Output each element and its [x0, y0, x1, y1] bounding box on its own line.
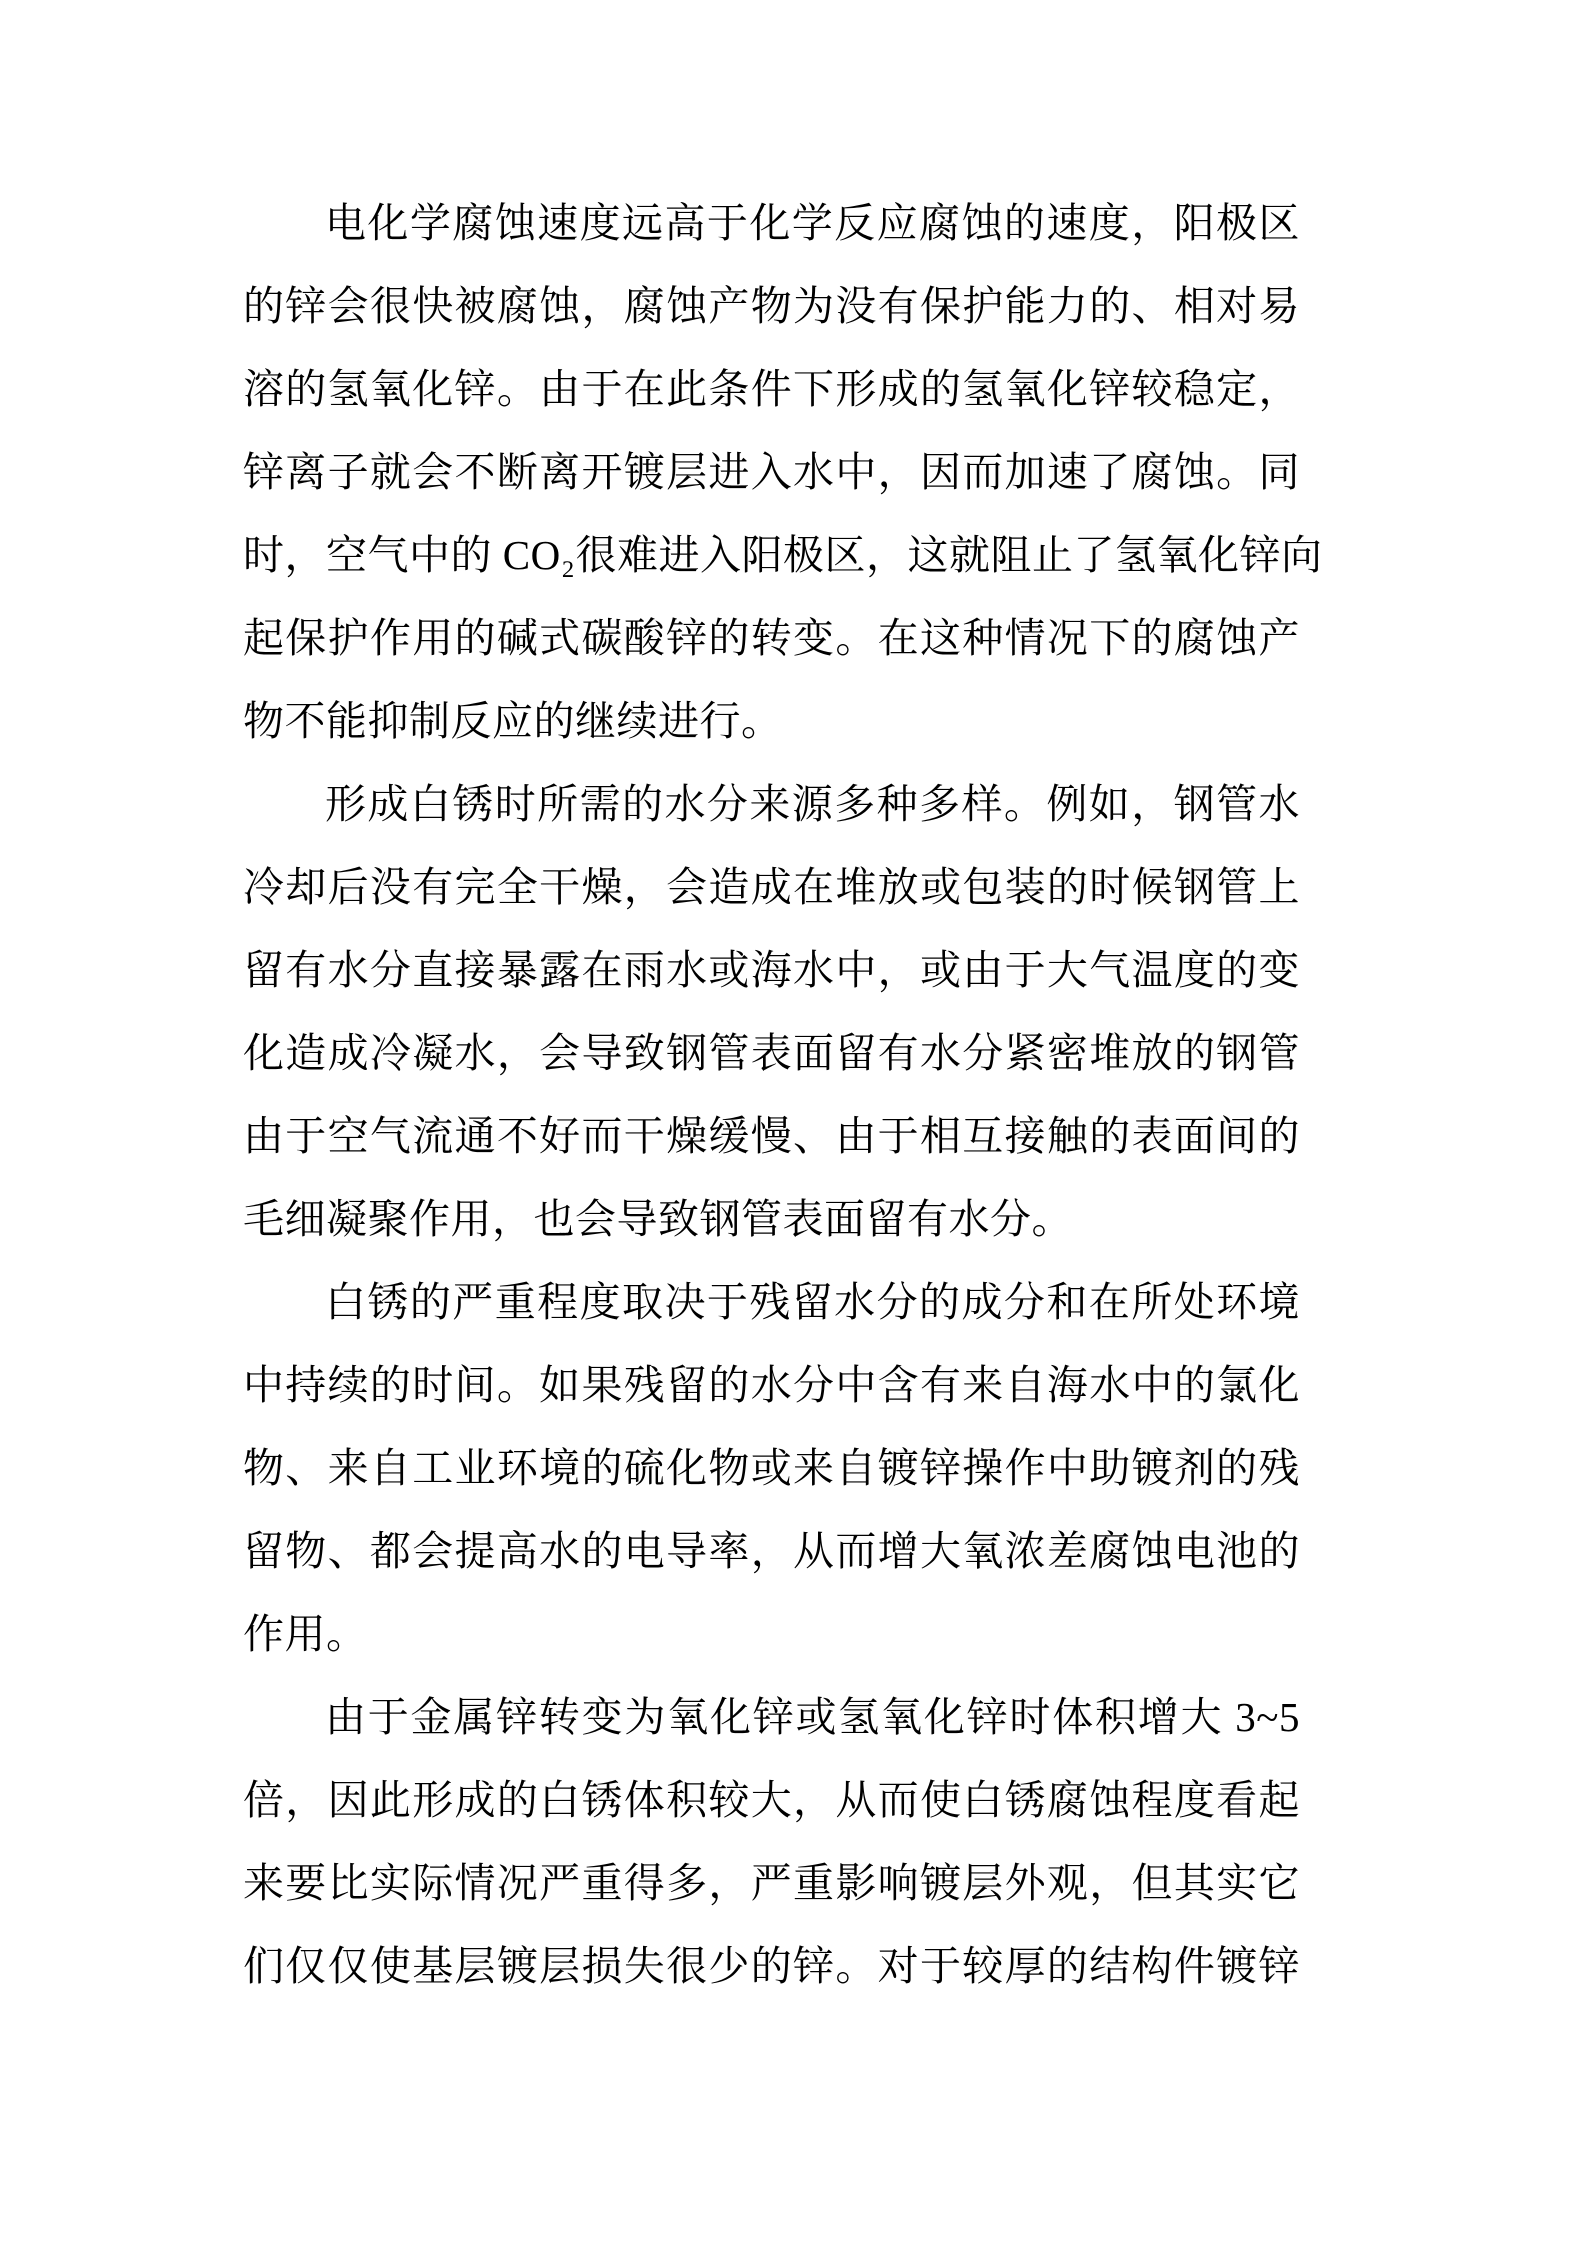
text-line: 们仅仅使基层镀层损失很少的锌。对于较厚的结构件镀锌 — [243, 1943, 1300, 1989]
text-line: 形成白锈时所需的水分来源多种多样。例如，钢管水 — [325, 781, 1300, 827]
document-text-block — [243, 182, 1323, 2008]
text-line: 由于空气流通不好而干燥缓慢、由于相互接触的表面间的 — [243, 1113, 1300, 1159]
text-line: 留有水分直接暴露在雨水或海水中，或由于大气温度的变 — [243, 947, 1300, 993]
text-line: 毛细凝聚作用，也会导致钢管表面留有水分。 — [243, 1196, 1073, 1242]
text-line: 的锌会很快被腐蚀，腐蚀产物为没有保护能力的、相对易 — [243, 283, 1300, 329]
text-line: 中持续的时间。如果残留的水分中含有来自海水中的氯化 — [243, 1362, 1300, 1408]
text-line: 来要比实际情况严重得多，严重影响镀层外观，但其实它 — [243, 1860, 1300, 1906]
text-line: 由于金属锌转变为氧化锌或氢氧化锌时体积增大 3~5 — [325, 1694, 1300, 1740]
text-line: 物不能抑制反应的继续进行。 — [243, 698, 783, 744]
text-line: 白锈的严重程度取决于残留水分的成分和在所处环境 — [325, 1279, 1300, 1325]
text-line: 电化学腐蚀速度远高于化学反应腐蚀的速度，阳极区 — [325, 200, 1300, 246]
text-line: 化造成冷凝水，会导致钢管表面留有水分紧密堆放的钢管 — [243, 1030, 1300, 1076]
text-line: 时，空气中的 CO₂很难进入阳极区，这就阻止了氢氧化锌向 — [243, 532, 1323, 578]
text-line: 溶的氢氧化锌。由于在此条件下形成的氢氧化锌较稳定， — [243, 366, 1300, 412]
text-line: 起保护作用的碱式碳酸锌的转变。在这种情况下的腐蚀产 — [243, 615, 1300, 661]
text-line: 锌离子就会不断离开镀层进入水中，因而加速了腐蚀。同 — [243, 449, 1300, 495]
text-line: 作用。 — [243, 1611, 368, 1657]
text-line: 物、来自工业环境的硫化物或来自镀锌操作中助镀剂的残 — [243, 1445, 1300, 1491]
text-line: 倍，因此形成的白锈体积较大，从而使白锈腐蚀程度看起 — [243, 1777, 1300, 1823]
text-line: 冷却后没有完全干燥，会造成在堆放或包装的时候钢管上 — [243, 864, 1300, 910]
text-line: 留物、都会提高水的电导率，从而增大氧浓差腐蚀电池的 — [243, 1528, 1300, 1574]
